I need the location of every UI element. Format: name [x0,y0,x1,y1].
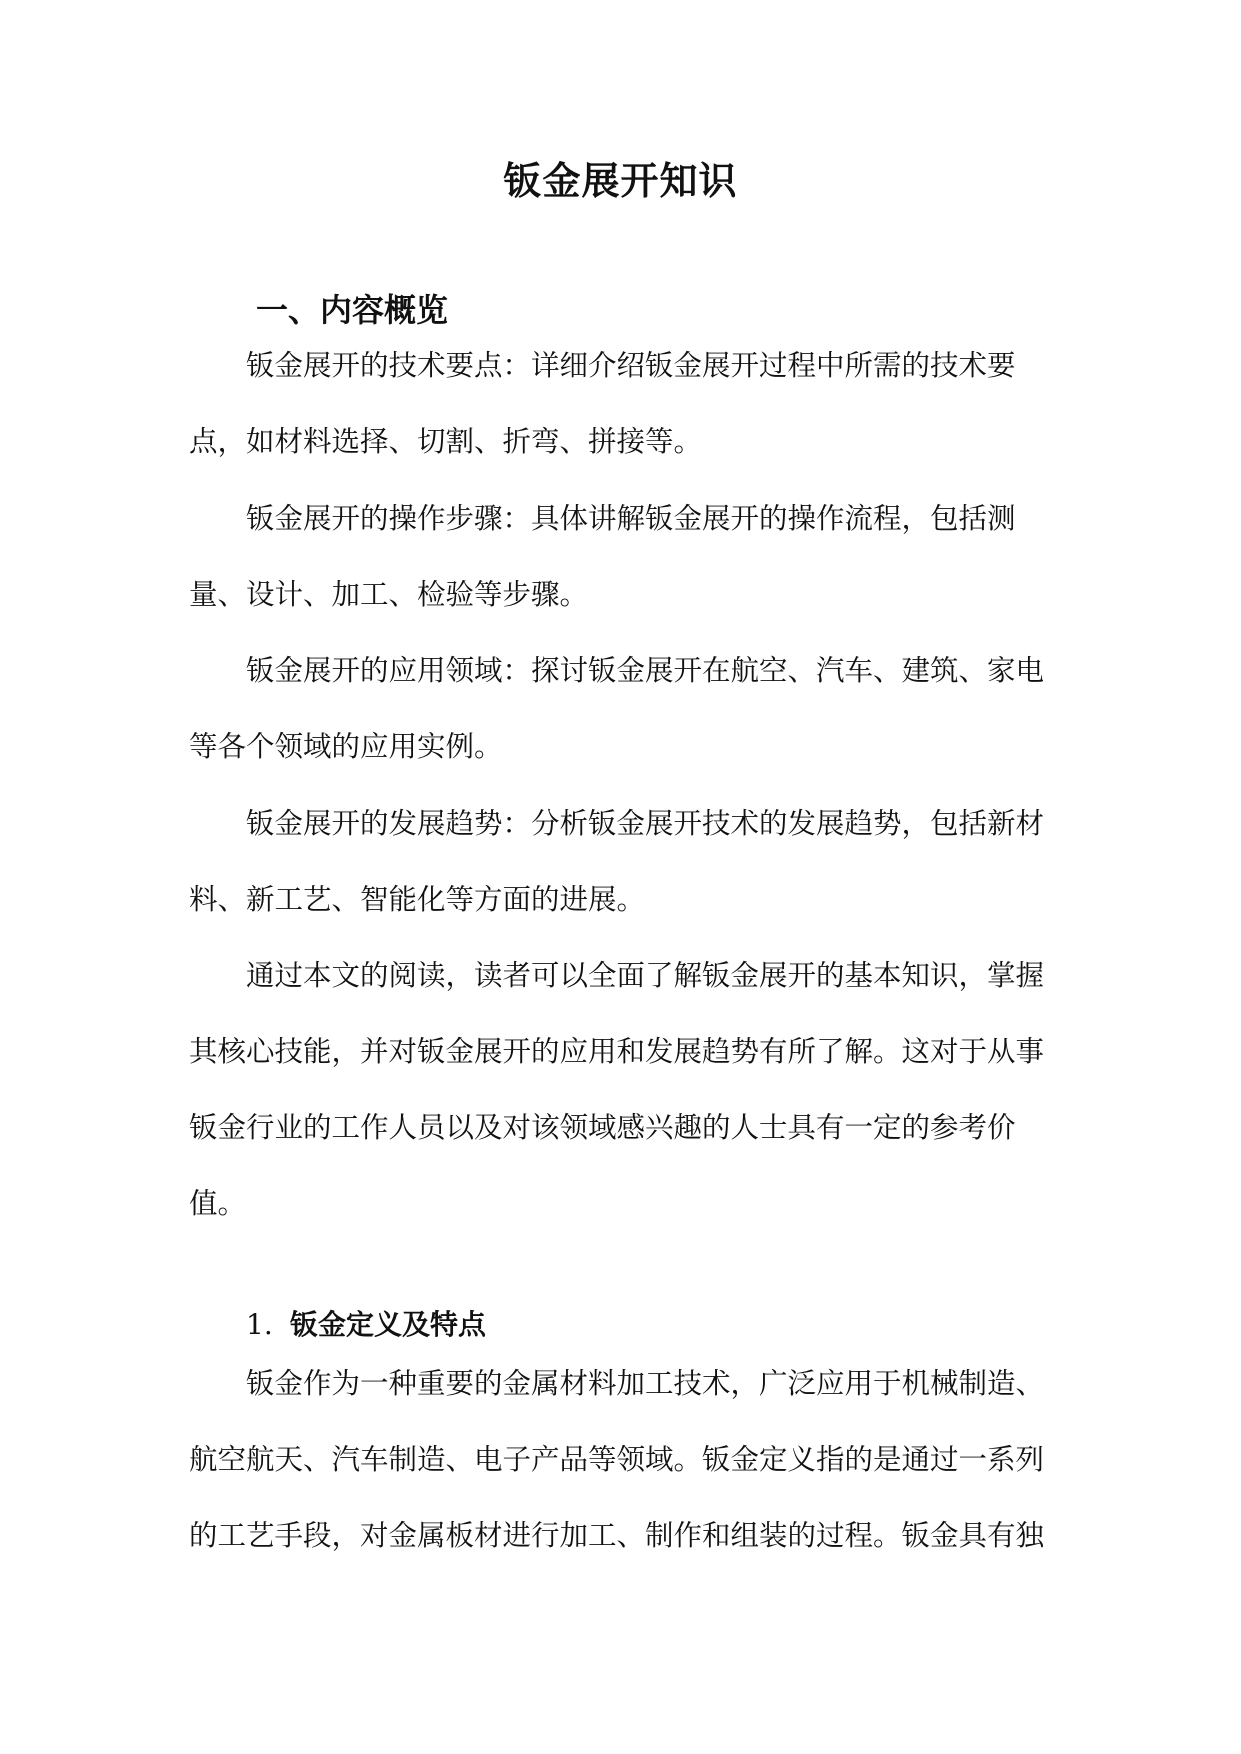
subsection-heading-definition [246,1303,486,1343]
section-heading-overview: 一、内容概览 [256,291,449,329]
paragraph-operation-steps: 钣金展开的操作步骤：具体讲解钣金展开的操作流程，包括测量、设计、加工、检验等步骤。 [189,502,1016,611]
subsection-number: 1. [246,1308,273,1341]
paragraph-development-trends: 钣金展开的发展趋势：分析钣金展开技术的发展趋势，包括新材料、新工艺、智能化等方面的进展。 [189,807,1045,916]
paragraph-application-fields: 钣金展开的应用领域：探讨钣金展开在航空、汽车、建筑、家电等各个领域的应用实例。 [189,654,1045,763]
paragraph-summary: 通过本文的阅读，读者可以全面了解钣金展开的基本知识，掌握其核心技能，并对钣金展开的应用和发展趋势有所了解。这对于从事钣金行业的工作人员以及对该领域感兴趣的人士具有一定的参考价值。 [189,959,1045,1220]
paragraph-sheet-metal-definition: 钣金作为一种重要的金属材料加工技术，广泛应用于机械制造、航空航天、汽车制造、电子产品等领域。钣金定义指的是通过一系列的工艺手段，对金属板材进行加工、制作和组装的过程。钣金具有独 [189,1367,1045,1552]
document-title: 钣金展开知识 [503,158,738,203]
paragraph-technical-points: 钣金展开的技术要点：详细介绍钣金展开过程中所需的技术要点，如材料选择、切割、折弯、拼接等。 [189,349,1016,458]
subsection-title: 钣金定义及特点 [290,1308,487,1341]
